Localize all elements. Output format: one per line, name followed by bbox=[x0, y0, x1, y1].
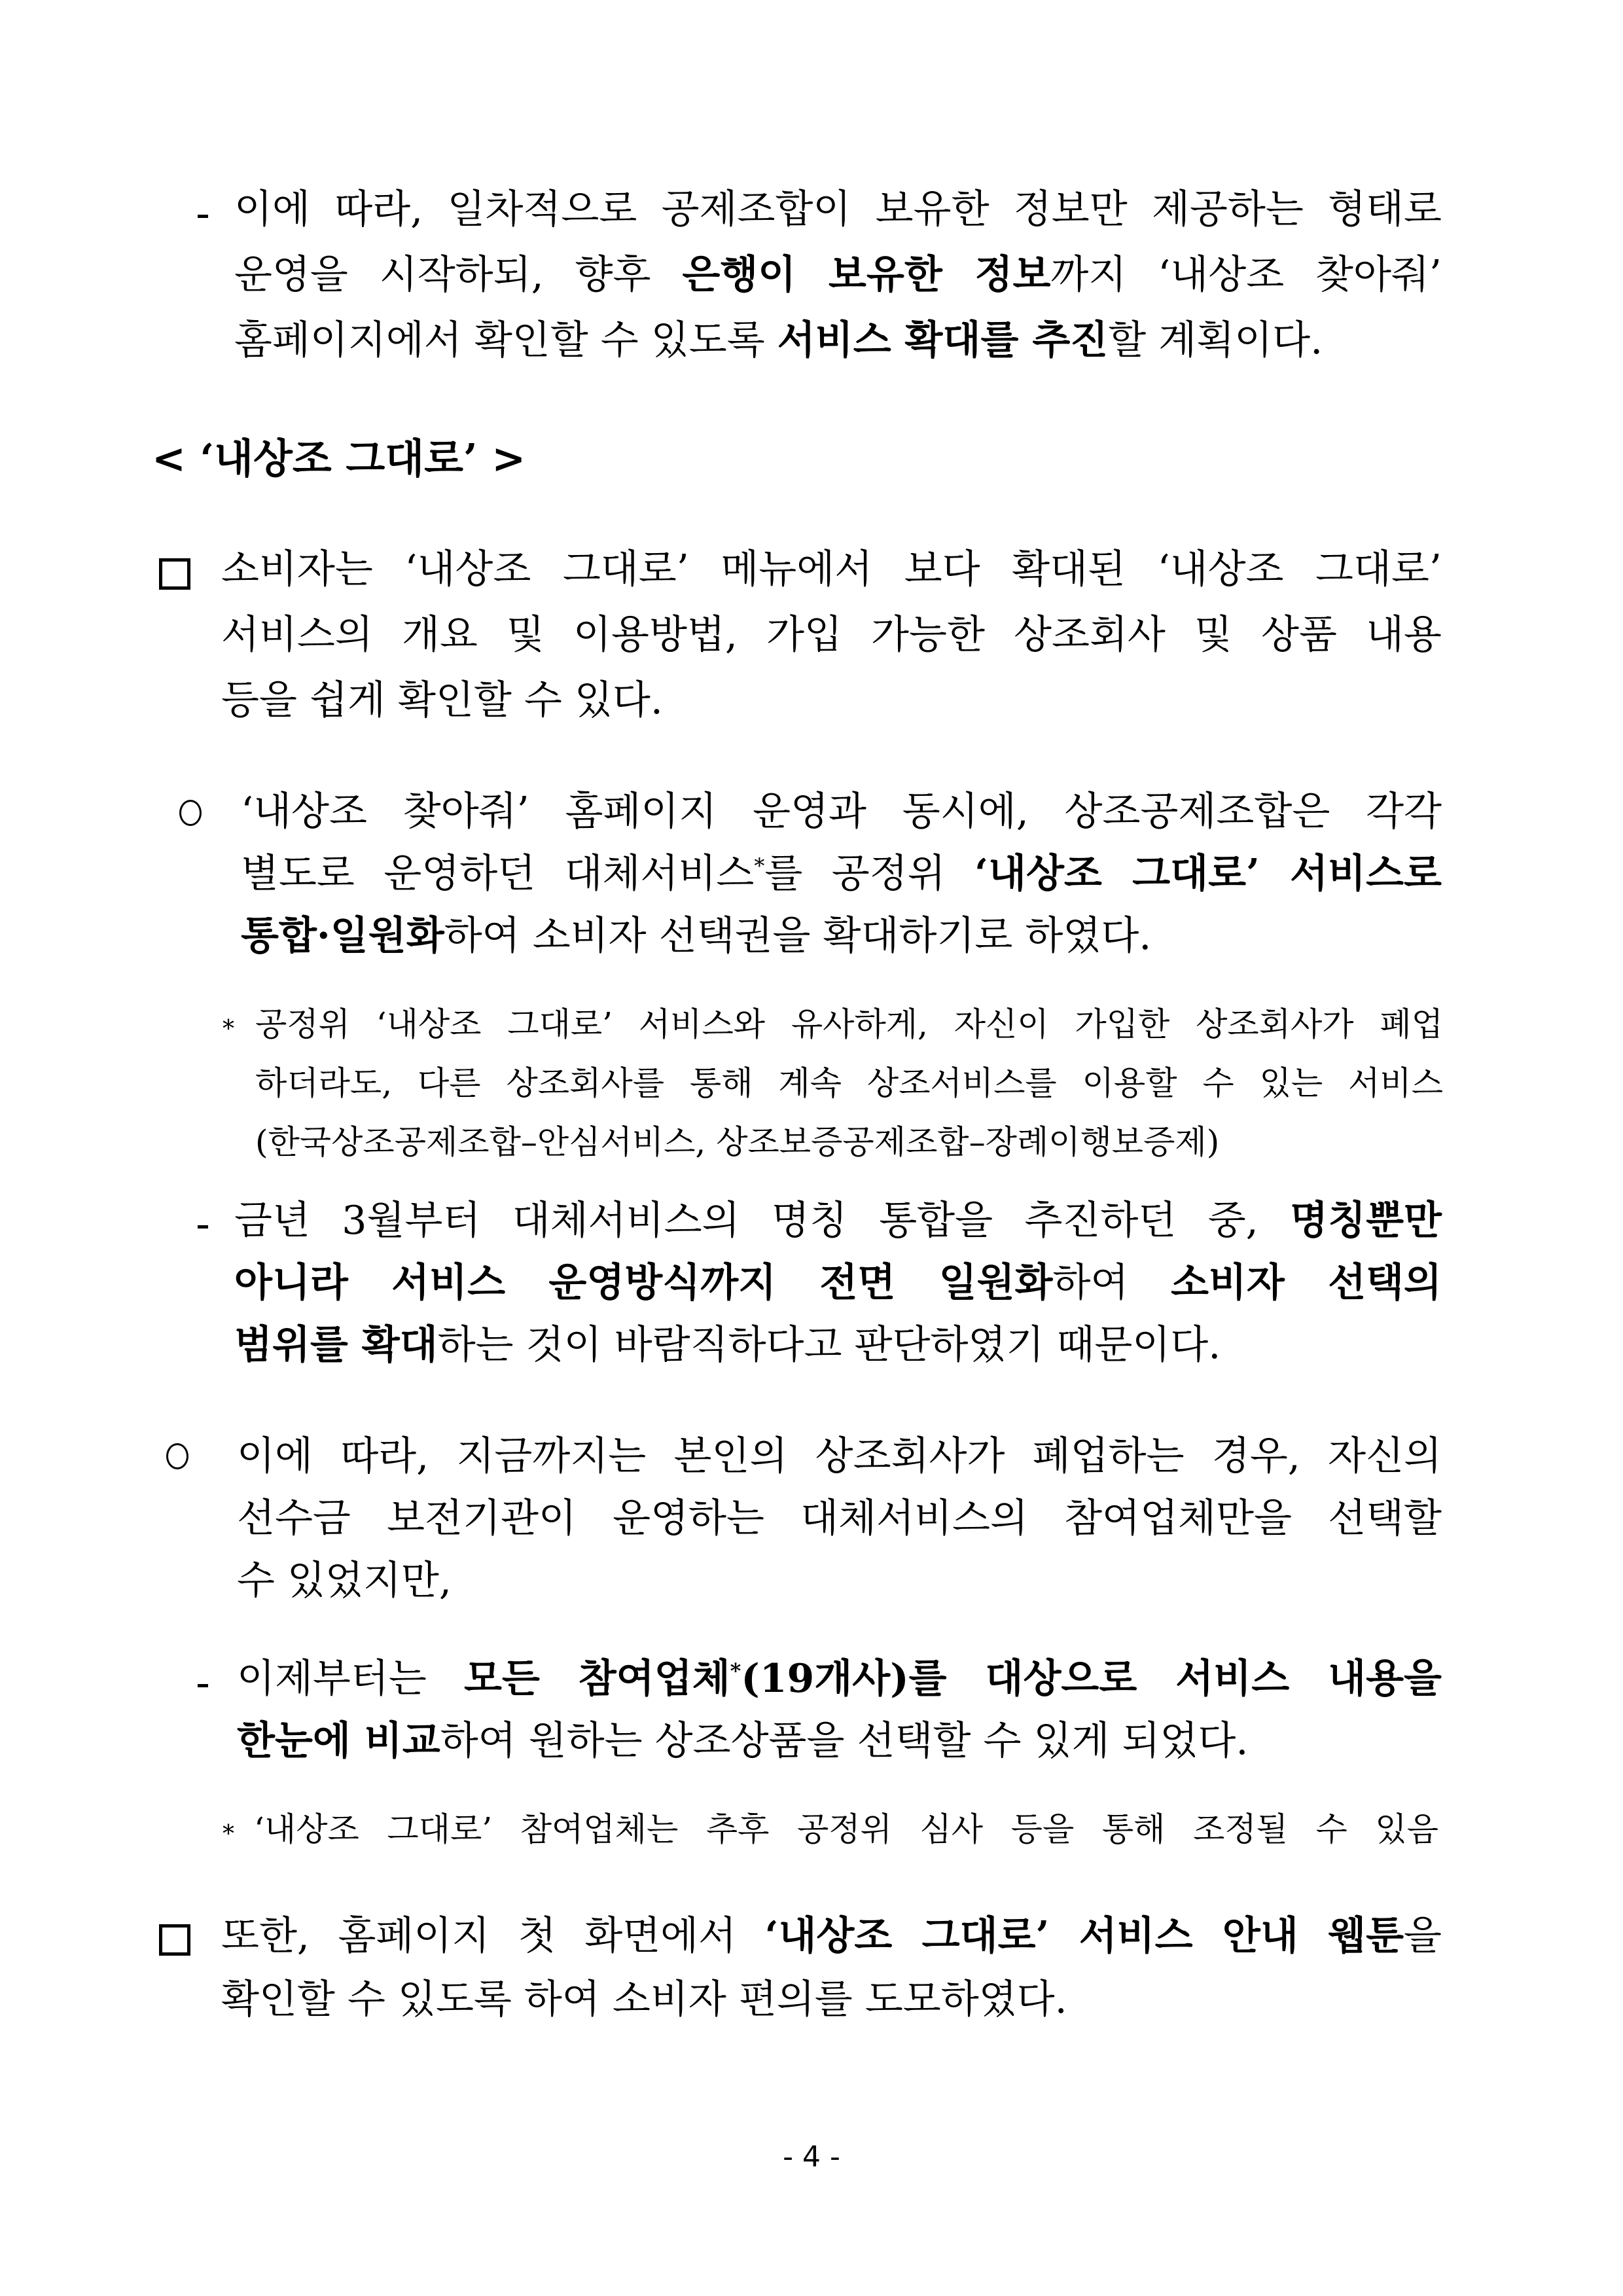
text-run: 금년 3월부터 대체서비스의 명칭 통합을 추진하던 중, bbox=[234, 1198, 1291, 1244]
footnote1-line-3: (한국상조공제조합–안심서비스, 상조보증공제조합–장례이행보증제) bbox=[255, 1123, 1220, 1161]
bold-text-run: (19개사)를 대상으로 서비스 내용을 bbox=[741, 1656, 1442, 1702]
bold-text-run: ‘내상조 그대로’ 서비스로 bbox=[974, 851, 1442, 897]
dash-bullet bbox=[198, 1225, 208, 1229]
bold-text-run: ‘내상조 그대로’ 서비스 안내 웹툰 bbox=[764, 1913, 1404, 1959]
footnote-asterisk: * bbox=[223, 1016, 234, 1043]
text-run: 이제부터는 bbox=[237, 1656, 464, 1702]
footnote-marker: * bbox=[754, 853, 765, 878]
block1-line-3 bbox=[234, 317, 1442, 363]
footnote1-line-1: 공정위 ‘내상조 그대로’ 서비스와 유사하게, 자신이 가입한 상조회사가 폐업 bbox=[255, 1005, 1443, 1043]
block2-line-1: 소비자는 ‘내상조 그대로’ 메뉴에서 보다 확대된 ‘내상조 그대로’ bbox=[221, 547, 1442, 592]
footnote1-line-2: 하더라도, 다른 상조회사를 통해 계속 상조서비스를 이용할 수 있는 서비스 bbox=[255, 1064, 1443, 1102]
checkbox-square-bullet bbox=[159, 1924, 190, 1956]
dash-bullet bbox=[198, 1684, 208, 1687]
text-run: 이에 따라, 일차적으로 공제조합이 보유한 정보만 제공하는 형태로 bbox=[234, 187, 1442, 232]
section-heading: < ‘내상조 그대로’ > bbox=[152, 435, 526, 482]
bold-text-run: 소비자 선택의 bbox=[1170, 1260, 1442, 1306]
text-run: 까지 ‘내상조 찾아줘’ bbox=[1050, 252, 1442, 298]
text-run: 별도로 운영하던 대체서비스 bbox=[241, 851, 755, 897]
bold-text-run: 범위를 확대 bbox=[234, 1322, 438, 1368]
block1-line-1 bbox=[234, 187, 1442, 232]
block3-line-2 bbox=[241, 851, 1442, 897]
block4-line-2 bbox=[234, 1260, 1442, 1306]
block7-line-1 bbox=[221, 1913, 1442, 1959]
text-run: 할 계획이다. bbox=[1108, 317, 1323, 363]
dash-bullet bbox=[198, 215, 208, 218]
footnote2-text: ‘내상조 그대로’ 참여업체는 추후 공정위 심사 등을 통해 조정될 수 있음 bbox=[254, 1810, 1438, 1848]
text-run: 운영을 시작하되, 향후 bbox=[234, 252, 683, 298]
footnote-marker: * bbox=[730, 1659, 741, 1683]
block3-line-1: ‘내상조 찾아줘’ 홈페이지 운영과 동시에, 상조공제조합은 각각 bbox=[241, 789, 1442, 834]
text-run: 을 bbox=[1404, 1913, 1442, 1959]
block3-line-3 bbox=[241, 913, 1152, 959]
text-run: 또한, 홈페이지 첫 화면에서 bbox=[221, 1913, 765, 1959]
bold-text-run: 명칭뿐만 bbox=[1290, 1198, 1442, 1244]
checkbox-square-bullet bbox=[159, 558, 190, 590]
block4-line-1 bbox=[234, 1198, 1442, 1244]
circle-bullet bbox=[179, 800, 202, 826]
text-run: 하여 bbox=[1052, 1260, 1171, 1306]
bold-text-run: 은행이 보유한 정보 bbox=[682, 252, 1051, 298]
block5-line-3: 수 있었지만, bbox=[237, 1558, 452, 1604]
bold-text-run: 한눈에 비교 bbox=[237, 1718, 440, 1764]
block2-line-3: 등을 쉽게 확인할 수 있다. bbox=[221, 677, 663, 723]
text-run: 하는 것이 바람직하다고 판단하였기 때문이다. bbox=[437, 1322, 1221, 1368]
text-run: 를 공정위 bbox=[764, 851, 975, 897]
block1-line-2 bbox=[234, 252, 1442, 298]
bold-text-run: 아니라 서비스 운영방식까지 전면 일원화 bbox=[234, 1260, 1053, 1306]
page-number: - 4 - bbox=[783, 2140, 840, 2174]
text-run: 하여 원하는 상조상품을 선택할 수 있게 되었다. bbox=[440, 1718, 1249, 1764]
block4-line-3 bbox=[234, 1322, 1221, 1368]
circle-bullet bbox=[166, 1443, 188, 1469]
footnote-asterisk: * bbox=[223, 1821, 234, 1848]
bold-text-run: 모든 참여업체 bbox=[463, 1656, 730, 1702]
block6-line-2 bbox=[237, 1718, 1249, 1764]
block6-line-1 bbox=[237, 1656, 1442, 1702]
block2-line-2: 서비스의 개요 및 이용방법, 가입 가능한 상조회사 및 상품 내용 bbox=[221, 612, 1442, 658]
block5-line-1: 이에 따라, 지금까지는 본인의 상조회사가 폐업하는 경우, 자신의 bbox=[237, 1433, 1442, 1479]
text-run: 하여 소비자 선택권을 확대하기로 하였다. bbox=[444, 913, 1152, 959]
block7-line-2: 확인할 수 있도록 하여 소비자 편의를 도모하였다. bbox=[221, 1977, 1067, 2022]
bold-text-run: 통합·일원화 bbox=[241, 913, 444, 959]
text-run: 홈페이지에서 확인할 수 있도록 bbox=[234, 317, 777, 363]
bold-text-run: 서비스 확대를 추진 bbox=[777, 317, 1109, 363]
block5-line-2: 선수금 보전기관이 운영하는 대체서비스의 참여업체만을 선택할 bbox=[237, 1496, 1442, 1541]
